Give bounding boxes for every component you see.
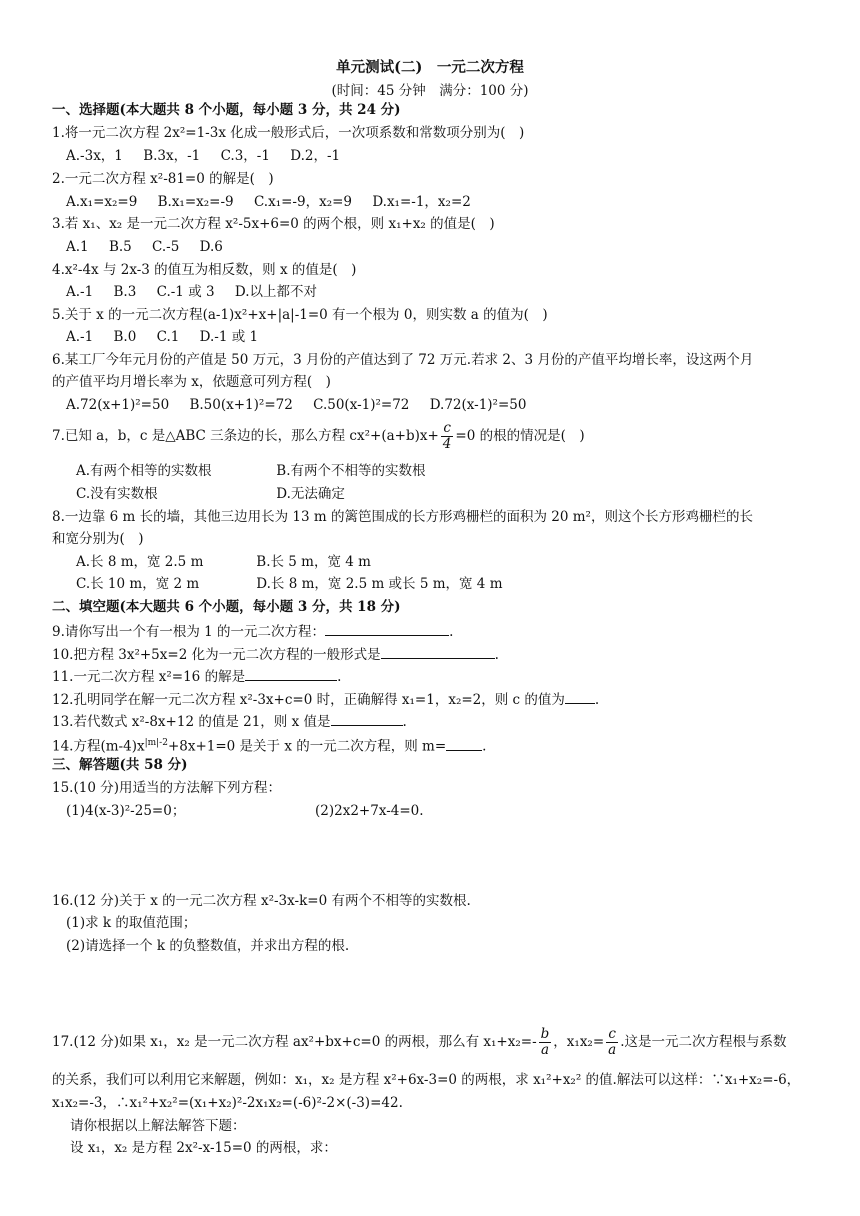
option-d: D.-1 或 1 [199,329,259,345]
period: . [594,692,600,708]
option-d: D.72(x-1)²=50 [429,397,527,413]
option-b: B.5 [108,239,132,255]
option-c: C.长 10 m，宽 2 m [76,576,200,592]
option-c: C.-1 或 3 [156,284,215,300]
question-8-options-row2 [76,575,503,593]
option-d: D.x₁=-1，x₂=2 [372,194,471,210]
page-subtitle: (时间：45 分钟 满分：100 分) [331,83,529,99]
question-17-line3: x₁x₂=-3，∴x₁²+x₂²=(x₁+x₂)²-2x₁x₂=(-6)²-2×(-3)=42. [52,1095,403,1111]
question-11 [52,666,341,686]
question-17-seg3: .这是一元二次方程根与系数 [620,1034,787,1050]
fraction-numerator: c [606,1027,618,1043]
fraction-c-over-4 [441,421,454,452]
option-a: A.-1 [66,329,94,345]
question-1-options [66,147,356,165]
option-b: B.有两个不相等的实数根 [276,463,426,479]
option-d: D.长 8 m，宽 2.5 m 或长 5 m，宽 4 m [256,576,503,592]
question-12 [52,689,599,709]
fraction-c-over-a [606,1027,618,1058]
option-a: A.72(x+1)²=50 [66,397,170,413]
fraction-numerator: b [540,1026,550,1042]
question-11-text: 11.一元二次方程 x²=16 的解是 [52,669,246,685]
question-7 [52,418,585,454]
question-17-line1 [52,1023,787,1061]
answer-blank[interactable] [325,621,449,636]
question-16-part1: (1)求 k 的取值范围； [66,915,197,931]
option-d: D.以上都不对 [234,284,318,300]
option-c: C.50(x-1)²=72 [313,397,410,413]
period: . [337,669,342,685]
question-10 [52,644,499,664]
answer-blank[interactable] [381,644,495,659]
option-b: B.长 5 m，宽 4 m [256,554,371,570]
question-9 [52,621,453,641]
period: . [449,624,454,640]
question-17-seg1: 17.(12 分)如果 x₁，x₂ 是一元二次方程 ax²+bx+c=0 的两根，那么有 x₁+x₂=- [52,1034,537,1050]
fraction-denominator: a [540,1042,549,1058]
option-a: A.长 8 m，宽 2.5 m [76,554,204,570]
question-15-part1: (1)4(x-3)²-25=0； [66,803,186,819]
answer-blank[interactable] [245,666,337,681]
answer-blank[interactable] [331,711,403,726]
option-a: A.x₁=x₂=9 [66,194,138,210]
option-c: C.3，-1 [220,148,270,164]
question-8-line2: 和宽分别为( ) [52,531,144,547]
period: . [402,714,407,730]
option-b: B.x₁=x₂=-9 [157,194,234,210]
section-heading-fill: 二、填空题(本大题共 6 个小题，每小题 3 分，共 18 分) [52,599,401,615]
question-13 [52,711,407,731]
question-2-options [66,193,487,211]
option-c: C.-5 [152,239,180,255]
answer-blank[interactable] [446,736,482,751]
question-13-text: 13.若代数式 x²-8x+12 的值是 21，则 x 值是 [52,714,331,730]
question-7-options-row1 [76,462,426,480]
question-7-options-row2 [76,485,345,503]
option-a: A.有两个相等的实数根 [76,463,212,479]
question-3: 3.若 x₁、x₂ 是一元二次方程 x²-5x+6=0 的两个根，则 x₁+x₂ 的值是( ) [52,216,495,232]
question-8-options-row1 [76,553,371,571]
fraction-denominator: 4 [442,436,452,452]
question-6-line2: 的产值平均月增长率为 x，依题意可列方程( ) [52,374,331,390]
fraction-denominator: a [608,1042,617,1058]
question-14-text-pre: 14.方程(m-4)x [52,738,145,755]
page-title: 单元测试(二) 一元二次方程 [336,59,524,76]
question-7-stem-post: =0 的根的情况是( ) [455,428,585,444]
option-a: A.-1 [66,284,94,300]
option-d: D.无法确定 [276,486,345,502]
question-16: 16.(12 分)关于 x 的一元二次方程 x²-3x-k=0 有两个不相等的实数根. [52,893,471,909]
option-c: C.没有实数根 [76,486,158,502]
question-17-seg2: ，x₁x₂= [553,1034,605,1050]
question-15: 15.(10 分)用适当的方法解下列方程： [52,780,281,796]
question-10-text: 10.把方程 3x²+5x=2 化为一元二次方程的一般形式是 [52,647,381,663]
question-8-line1: 8.一边靠 6 m 长的墙，其他三边用长为 13 m 的篱笆围成的长方形鸡栅栏的面积为 20 m²，则这个长方形鸡栅栏的长 [52,509,753,525]
fraction-b-over-a [539,1027,552,1058]
question-5-options [66,328,274,346]
option-b: B.3 [113,284,137,300]
question-17-line2: 的关系，我们可以利用它来解题，例如：x₁，x₂ 是方程 x²+6x-3=0 的两根，求 x₁²+x₂² 的值.解法可以这样：∵x₁+x₂=-6， [52,1072,801,1088]
section-heading-solve: 三、解答题(共 58 分) [52,757,188,773]
question-1: 1.将一元二次方程 2x²=1-3x 化成一般形式后，一次项系数和常数项分别为( ) [52,125,525,141]
option-b: B.50(x+1)²=72 [189,397,293,413]
question-7-stem-pre: 7.已知 a，b，c 是△ABC 三条边的长，那么方程 cx²+(a+b)x+ [52,428,439,444]
question-4: 4.x²-4x 与 2x-3 的值互为相反数，则 x 的值是( ) [52,262,357,278]
period: . [494,647,499,663]
option-b: B.3x，-1 [143,148,201,164]
question-14-text-post: +8x+1=0 是关于 x 的一元二次方程，则 m= [167,738,447,755]
question-15-part2: (2)2x2+7x-4=0. [315,803,424,819]
question-12-text: 12.孔明同学在解一元二次方程 x²-3x+c=0 时，正确解得 x₁=1，x₂=2，则 c 的值为 [52,692,565,708]
option-d: D.2，-1 [290,148,341,164]
answer-blank[interactable] [565,689,595,704]
option-c: C.1 [156,329,180,345]
option-a: A.1 [66,239,89,255]
question-14 [52,734,486,756]
option-a: A.-3x，1 [66,148,123,164]
option-b: B.0 [113,329,137,345]
period: . [482,738,487,755]
question-5: 5.关于 x 的一元二次方程(a-1)x²+x+|a|-1=0 有一个根为 0，则实数 a 的值为( ) [52,307,548,323]
section-heading-choice: 一、选择题(本大题共 8 个小题，每小题 3 分，共 24 分) [52,102,401,118]
question-6-options [66,396,542,414]
option-d: D.6 [199,239,223,255]
question-17-line5: 设 x₁，x₂ 是方程 2x²-x-15=0 的两根，求： [70,1140,337,1156]
question-16-part2: (2)请选择一个 k 的负整数值，并求出方程的根. [66,938,350,954]
fraction-numerator: c [441,421,454,437]
question-3-options [66,238,239,256]
question-6-line1: 6.某工厂今年元月份的产值是 50 万元，3 月份的产值达到了 72 万元.若求 2、3 月份的产值平均增长率，设这两个月 [52,352,754,368]
question-17-line4: 请你根据以上解法解答下题： [70,1118,246,1134]
exponent: |m|-2 [144,738,168,748]
question-2: 2.一元二次方程 x²-81=0 的解是( ) [52,171,274,187]
question-9-text: 9.请你写出一个有一根为 1 的一元二次方程： [52,624,326,640]
question-4-options [66,283,333,301]
option-c: C.x₁=-9，x₂=9 [253,194,353,210]
